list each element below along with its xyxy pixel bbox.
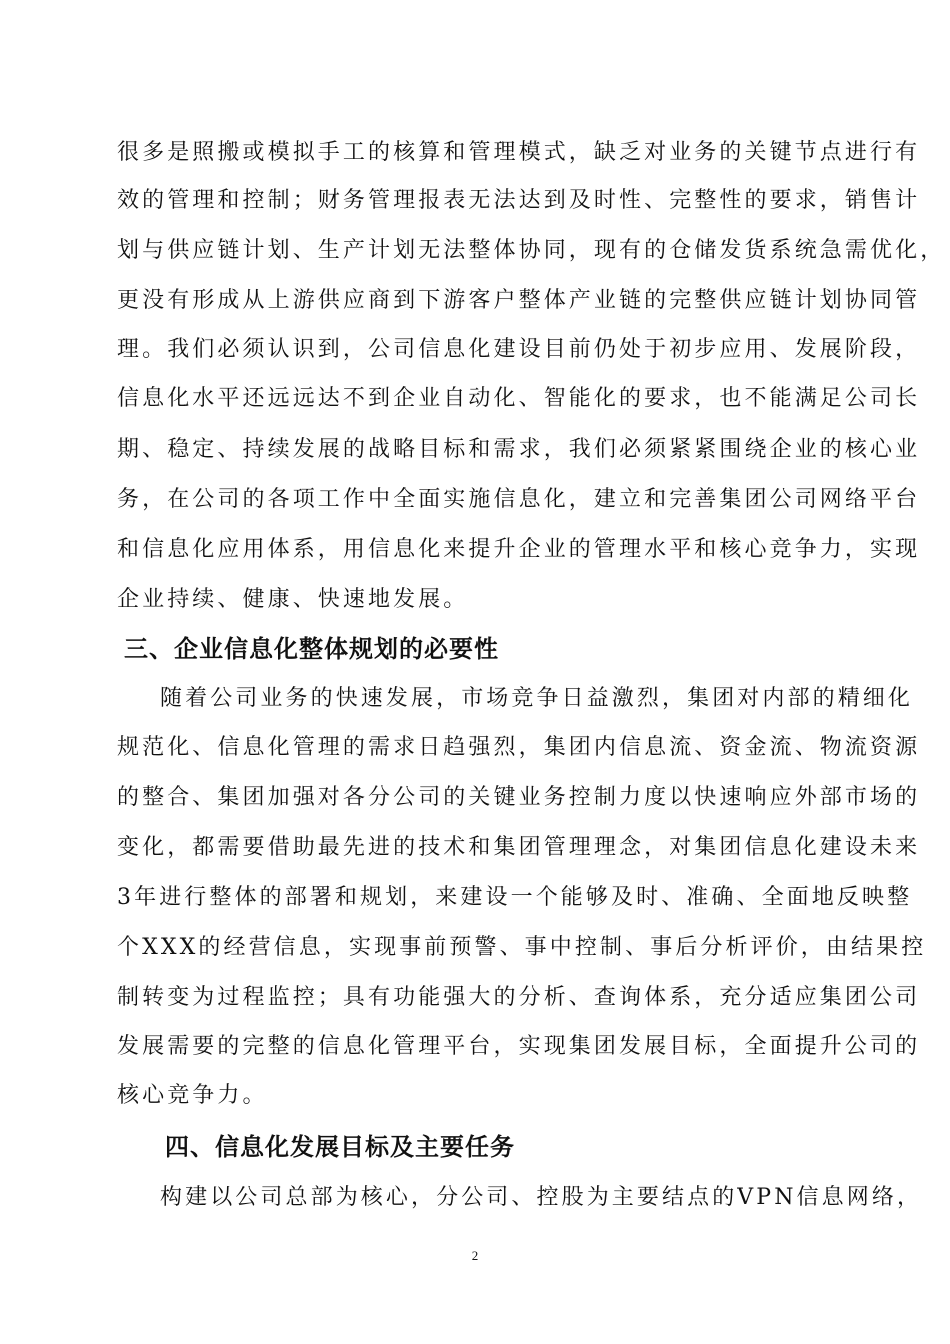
body-text-line: 很多是照搬或模拟手工的核算和管理模式，缺乏对业务的关键节点进行有 [117, 140, 921, 165]
body-text-line: 和信息化应用体系，用信息化来提升企业的管理水平和核心竞争力，实现 [117, 537, 921, 562]
body-text-line: 理。我们必须认识到，公司信息化建设目前仍处于初步应用、发展阶段， [117, 337, 921, 362]
page-number: 2 [471, 1248, 479, 1263]
body-text-line: 3年进行整体的部署和规划，来建设一个能够及时、准确、全面地反映整 [117, 885, 913, 910]
body-text-line: 划与供应链计划、生产计划无法整体协同，现有的仓储发货系统急需优化， [117, 238, 946, 263]
body-text-line: 务，在公司的各项工作中全面实施信息化，建立和完善集团公司网络平台 [117, 487, 921, 512]
body-text-line: 效的管理和控制；财务管理报表无法达到及时性、完整性的要求，销售计 [117, 188, 921, 213]
body-text-line: 制转变为过程监控；具有功能强大的分析、查询体系，充分适应集团公司 [117, 985, 921, 1010]
body-text-line: 构建以公司总部为核心，分公司、控股为主要结点的VPN信息网络， [160, 1185, 923, 1210]
body-text-line: 变化，都需要借助最先进的技术和集团管理理念，对集团信息化建设未来 [117, 835, 921, 860]
body-text-line: 个XXX的经营信息，实现事前预警、事中控制、事后分析评价，由结果控 [117, 935, 927, 960]
body-text-line: 核心竞争力。 [117, 1083, 268, 1108]
body-text-line: 信息化水平还远远达不到企业自动化、智能化的要求，也不能满足公司长 [117, 386, 921, 411]
body-text-line: 发展需要的完整的信息化管理平台，实现集团发展目标，全面提升公司的 [117, 1034, 921, 1059]
section-heading: 三、企业信息化整体规划的必要性 [124, 635, 499, 663]
section-heading: 四、信息化发展目标及主要任务 [165, 1133, 515, 1161]
body-text-line: 期、稳定、持续发展的战略目标和需求，我们必须紧紧围绕企业的核心业 [117, 437, 921, 462]
body-text-line: 更没有形成从上游供应商到下游客户整体产业链的完整供应链计划协同管 [117, 288, 921, 313]
body-text-line: 的整合、集团加强对各分公司的关键业务控制力度以快速响应外部市场的 [117, 785, 921, 810]
body-text-line: 随着公司业务的快速发展，市场竞争日益激烈，集团对内部的精细化 [160, 686, 914, 711]
body-text-line: 企业持续、健康、快速地发展。 [117, 587, 469, 612]
body-text-line: 规范化、信息化管理的需求日趋强烈，集团内信息流、资金流、物流资源 [117, 735, 921, 760]
